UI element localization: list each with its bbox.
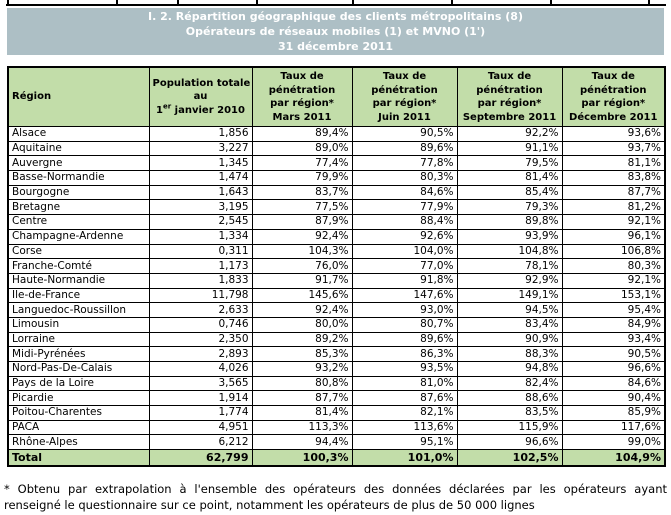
penetration-decembre-cell: 92,1% — [562, 273, 665, 288]
region-cell: Rhône-Alpes — [8, 435, 149, 450]
total-penetration-juin: 101,0% — [352, 450, 457, 467]
penetration-septembre-cell: 88,3% — [457, 347, 562, 362]
table-row — [8, 317, 665, 332]
penetration-septembre-cell: 94,8% — [457, 362, 562, 377]
population-cell: 1,643 — [149, 185, 252, 200]
border-tick — [352, 0, 354, 4]
penetration-septembre-cell: 81,4% — [457, 171, 562, 186]
border-tick — [451, 0, 453, 4]
population-cell: 0,311 — [149, 244, 252, 259]
population-cell: 2,893 — [149, 347, 252, 362]
table-row — [8, 435, 665, 450]
column-header-mars-2011 — [252, 67, 352, 127]
penetration-septembre-cell: 88,6% — [457, 391, 562, 406]
penetration-septembre-cell: 78,1% — [457, 259, 562, 274]
penetration-mars-cell: 89,4% — [252, 127, 352, 142]
total-penetration-septembre: 102,5% — [457, 450, 562, 467]
header-line: Taux de — [280, 71, 324, 82]
population-cell: 1,833 — [149, 273, 252, 288]
table-row — [8, 185, 665, 200]
penetration-septembre-cell: 94,5% — [457, 303, 562, 318]
region-cell: Corse — [8, 244, 149, 259]
region-cell: Midi-Pyrénées — [8, 347, 149, 362]
header-line: Taux de — [382, 71, 427, 82]
penetration-mars-cell: 93,2% — [252, 362, 352, 377]
table-row — [8, 215, 665, 230]
penetration-septembre-cell: 83,4% — [457, 317, 562, 332]
table-row — [8, 141, 665, 156]
title-line-3: 31 décembre 2011 — [277, 40, 394, 53]
table-row — [8, 229, 665, 244]
penetration-mars-cell: 87,9% — [252, 215, 352, 230]
penetration-decembre-cell: 106,8% — [562, 244, 665, 259]
penetration-decembre-cell: 84,9% — [562, 317, 665, 332]
region-cell: Nord-Pas-De-Calais — [8, 362, 149, 377]
region-cell: Auvergne — [8, 156, 149, 171]
penetration-decembre-cell: 117,6% — [562, 420, 665, 435]
population-header-sup: er — [163, 102, 172, 111]
penetration-juin-cell: 90,5% — [352, 127, 457, 142]
top-border-line — [6, 4, 666, 6]
penetration-decembre-cell: 85,9% — [562, 406, 665, 421]
penetration-decembre-cell: 81,2% — [562, 200, 665, 215]
penetration-mars-cell: 79,9% — [252, 171, 352, 186]
penetration-decembre-cell: 93,4% — [562, 332, 665, 347]
column-header-septembre-2011 — [457, 67, 562, 127]
population-header-line — [153, 104, 249, 118]
penetration-septembre-cell: 92,9% — [457, 273, 562, 288]
penetration-juin-cell: 147,6% — [352, 288, 457, 303]
penetration-decembre-cell: 81,1% — [562, 156, 665, 171]
total-label: Total — [8, 450, 149, 467]
population-cell: 11,798 — [149, 288, 252, 303]
region-cell: Basse-Normandie — [8, 171, 149, 186]
penetration-juin-cell: 86,3% — [352, 347, 457, 362]
penetration-juin-cell: 95,1% — [352, 435, 457, 450]
penetration-mars-cell: 80,8% — [252, 376, 352, 391]
region-cell: Languedoc-Roussillon — [8, 303, 149, 318]
penetration-juin-cell: 77,9% — [352, 200, 457, 215]
header-line: par région* — [477, 98, 542, 109]
penetration-mars-cell: 91,7% — [252, 273, 352, 288]
penetration-juin-cell: 77,8% — [352, 156, 457, 171]
population-cell: 2,545 — [149, 215, 252, 230]
region-cell: Limousin — [8, 317, 149, 332]
penetration-juin-cell: 82,1% — [352, 406, 457, 421]
column-header-juin-2011 — [352, 67, 457, 127]
penetration-mars-cell: 145,6% — [252, 288, 352, 303]
region-cell: Centre — [8, 215, 149, 230]
table-row — [8, 347, 665, 362]
header-line: pénétration — [580, 84, 647, 96]
region-cell: Franche-Comté — [8, 259, 149, 274]
penetration-mars-cell: 76,0% — [252, 259, 352, 274]
header-line: pénétration — [476, 84, 543, 96]
table-row — [8, 376, 665, 391]
penetration-juin-cell: 88,4% — [352, 215, 457, 230]
penetration-decembre-cell: 92,1% — [562, 215, 665, 230]
table-row — [8, 127, 665, 142]
penetration-decembre-cell: 90,4% — [562, 391, 665, 406]
penetration-septembre-cell: 79,5% — [457, 156, 562, 171]
column-header-population — [149, 67, 252, 127]
population-cell: 1,856 — [149, 127, 252, 142]
table-row — [8, 362, 665, 377]
table-row — [8, 200, 665, 215]
population-cell: 1,334 — [149, 229, 252, 244]
total-penetration-mars: 100,3% — [252, 450, 352, 467]
penetration-mars-cell: 92,4% — [252, 303, 352, 318]
penetration-juin-cell: 93,5% — [352, 362, 457, 377]
border-tick — [177, 0, 179, 4]
population-header-date-rest: janvier 2010 — [171, 104, 245, 116]
region-cell: Aquitaine — [8, 141, 149, 156]
penetration-decembre-cell: 95,4% — [562, 303, 665, 318]
border-tick — [550, 0, 552, 4]
penetration-septembre-cell: 91,1% — [457, 141, 562, 156]
penetration-mars-cell: 83,7% — [252, 185, 352, 200]
penetration-septembre-cell: 93,9% — [457, 229, 562, 244]
population-header-date: 1 — [156, 104, 163, 116]
table-row — [8, 406, 665, 421]
header-line: Taux de — [591, 71, 635, 82]
header-line: par région* — [581, 98, 646, 109]
penetration-mars-cell: 113,3% — [252, 420, 352, 435]
penetration-juin-cell: 104,0% — [352, 244, 457, 259]
region-cell: PACA — [8, 420, 149, 435]
penetration-decembre-cell: 153,1% — [562, 288, 665, 303]
header-line: par région* — [270, 98, 334, 109]
header-row — [8, 67, 665, 127]
penetration-septembre-cell: 96,6% — [457, 435, 562, 450]
border-tick — [116, 0, 118, 4]
penetration-mars-cell: 92,4% — [252, 229, 352, 244]
region-cell: Poitou-Charentes — [8, 406, 149, 421]
penetration-mars-cell: 81,4% — [252, 406, 352, 421]
population-header-line: Population totale — [152, 77, 251, 89]
column-header-region: Région — [8, 67, 149, 127]
penetration-decembre-cell: 96,6% — [562, 362, 665, 377]
penetration-juin-cell: 81,0% — [352, 376, 457, 391]
region-cell: Picardie — [8, 391, 149, 406]
population-cell: 2,350 — [149, 332, 252, 347]
border-tick — [648, 0, 650, 4]
penetration-decembre-cell: 80,3% — [562, 259, 665, 274]
region-cell: Haute-Normandie — [8, 273, 149, 288]
penetration-juin-cell: 77,0% — [352, 259, 457, 274]
population-cell: 1,774 — [149, 406, 252, 421]
total-row — [8, 450, 665, 467]
penetration-mars-cell: 89,2% — [252, 332, 352, 347]
table-row — [8, 171, 665, 186]
penetration-septembre-cell: 89,8% — [457, 215, 562, 230]
penetration-juin-cell: 113,6% — [352, 420, 457, 435]
penetration-juin-cell: 89,6% — [352, 141, 457, 156]
header-line: pénétration — [371, 84, 438, 96]
population-cell: 0,746 — [149, 317, 252, 332]
table-row — [8, 156, 665, 171]
penetration-septembre-cell: 149,1% — [457, 288, 562, 303]
table-row — [8, 303, 665, 318]
title-line-1: I. 2. Répartition géographique des clients métropolitains (8) — [148, 10, 523, 23]
penetration-septembre-cell: 85,4% — [457, 185, 562, 200]
table-title — [7, 8, 664, 55]
penetration-septembre-cell: 104,8% — [457, 244, 562, 259]
penetration-juin-cell: 80,7% — [352, 317, 457, 332]
title-line-2: Opérateurs de réseaux mobiles (1) et MVNO (1') — [185, 25, 486, 38]
header-line: pénétration — [268, 84, 336, 96]
table-body — [8, 127, 665, 450]
penetration-mars-cell: 87,7% — [252, 391, 352, 406]
table-row — [8, 391, 665, 406]
population-cell: 4,026 — [149, 362, 252, 377]
population-cell: 3,195 — [149, 200, 252, 215]
penetration-septembre-cell: 115,9% — [457, 420, 562, 435]
table-row — [8, 420, 665, 435]
population-cell: 3,565 — [149, 376, 252, 391]
population-cell: 1,345 — [149, 156, 252, 171]
penetration-table — [7, 66, 666, 467]
region-cell: Champagne-Ardenne — [8, 229, 149, 244]
region-cell: Alsace — [8, 127, 149, 142]
column-header-decembre-2011 — [562, 67, 665, 127]
penetration-mars-cell: 94,4% — [252, 435, 352, 450]
border-tick — [256, 0, 258, 4]
penetration-septembre-cell: 92,2% — [457, 127, 562, 142]
penetration-juin-cell: 89,6% — [352, 332, 457, 347]
header-line: Décembre 2011 — [569, 111, 658, 123]
population-cell: 2,633 — [149, 303, 252, 318]
region-cell: Lorraine — [8, 332, 149, 347]
penetration-septembre-cell: 90,9% — [457, 332, 562, 347]
penetration-decembre-cell: 96,1% — [562, 229, 665, 244]
penetration-juin-cell: 93,0% — [352, 303, 457, 318]
penetration-decembre-cell: 99,0% — [562, 435, 665, 450]
penetration-decembre-cell: 83,8% — [562, 171, 665, 186]
header-line: Septembre 2011 — [462, 111, 557, 123]
penetration-mars-cell: 85,3% — [252, 347, 352, 362]
penetration-juin-cell: 87,6% — [352, 391, 457, 406]
penetration-septembre-cell: 83,5% — [457, 406, 562, 421]
total-penetration-decembre: 104,9% — [562, 450, 665, 467]
table-row — [8, 259, 665, 274]
penetration-mars-cell: 104,3% — [252, 244, 352, 259]
penetration-decembre-cell: 84,6% — [562, 376, 665, 391]
penetration-juin-cell: 91,8% — [352, 273, 457, 288]
footnote: * Obtenu par extrapolation à l'ensemble des opérateurs des données déclarées par les opérateurs ayant renseigné le questionnaire sur ce point, notamment les opérateurs de plus de 50 000 lignes — [4, 482, 667, 512]
region-cell: Bourgogne — [8, 185, 149, 200]
table-row — [8, 273, 665, 288]
population-cell: 6,212 — [149, 435, 252, 450]
population-header-line: au — [193, 91, 208, 103]
population-cell: 4,951 — [149, 420, 252, 435]
region-cell: Ile-de-France — [8, 288, 149, 303]
header-line: Mars 2011 — [272, 111, 332, 123]
header-line: Juin 2011 — [378, 111, 431, 123]
region-cell: Bretagne — [8, 200, 149, 215]
border-tick — [7, 0, 9, 4]
table-row — [8, 332, 665, 347]
table-row — [8, 244, 665, 259]
region-cell: Pays de la Loire — [8, 376, 149, 391]
penetration-decembre-cell: 87,7% — [562, 185, 665, 200]
penetration-mars-cell: 77,5% — [252, 200, 352, 215]
header-line: Taux de — [487, 71, 532, 82]
penetration-juin-cell: 84,6% — [352, 185, 457, 200]
penetration-mars-cell: 80,0% — [252, 317, 352, 332]
penetration-septembre-cell: 82,4% — [457, 376, 562, 391]
population-cell: 1,474 — [149, 171, 252, 186]
population-cell: 1,173 — [149, 259, 252, 274]
penetration-septembre-cell: 79,3% — [457, 200, 562, 215]
penetration-juin-cell: 80,3% — [352, 171, 457, 186]
penetration-mars-cell: 77,4% — [252, 156, 352, 171]
penetration-decembre-cell: 90,5% — [562, 347, 665, 362]
penetration-decembre-cell: 93,7% — [562, 141, 665, 156]
header-line: par région* — [372, 98, 437, 109]
table-row — [8, 288, 665, 303]
total-population: 62,799 — [149, 450, 252, 467]
penetration-mars-cell: 89,0% — [252, 141, 352, 156]
population-cell: 3,227 — [149, 141, 252, 156]
penetration-decembre-cell: 93,6% — [562, 127, 665, 142]
penetration-juin-cell: 92,6% — [352, 229, 457, 244]
population-cell: 1,914 — [149, 391, 252, 406]
